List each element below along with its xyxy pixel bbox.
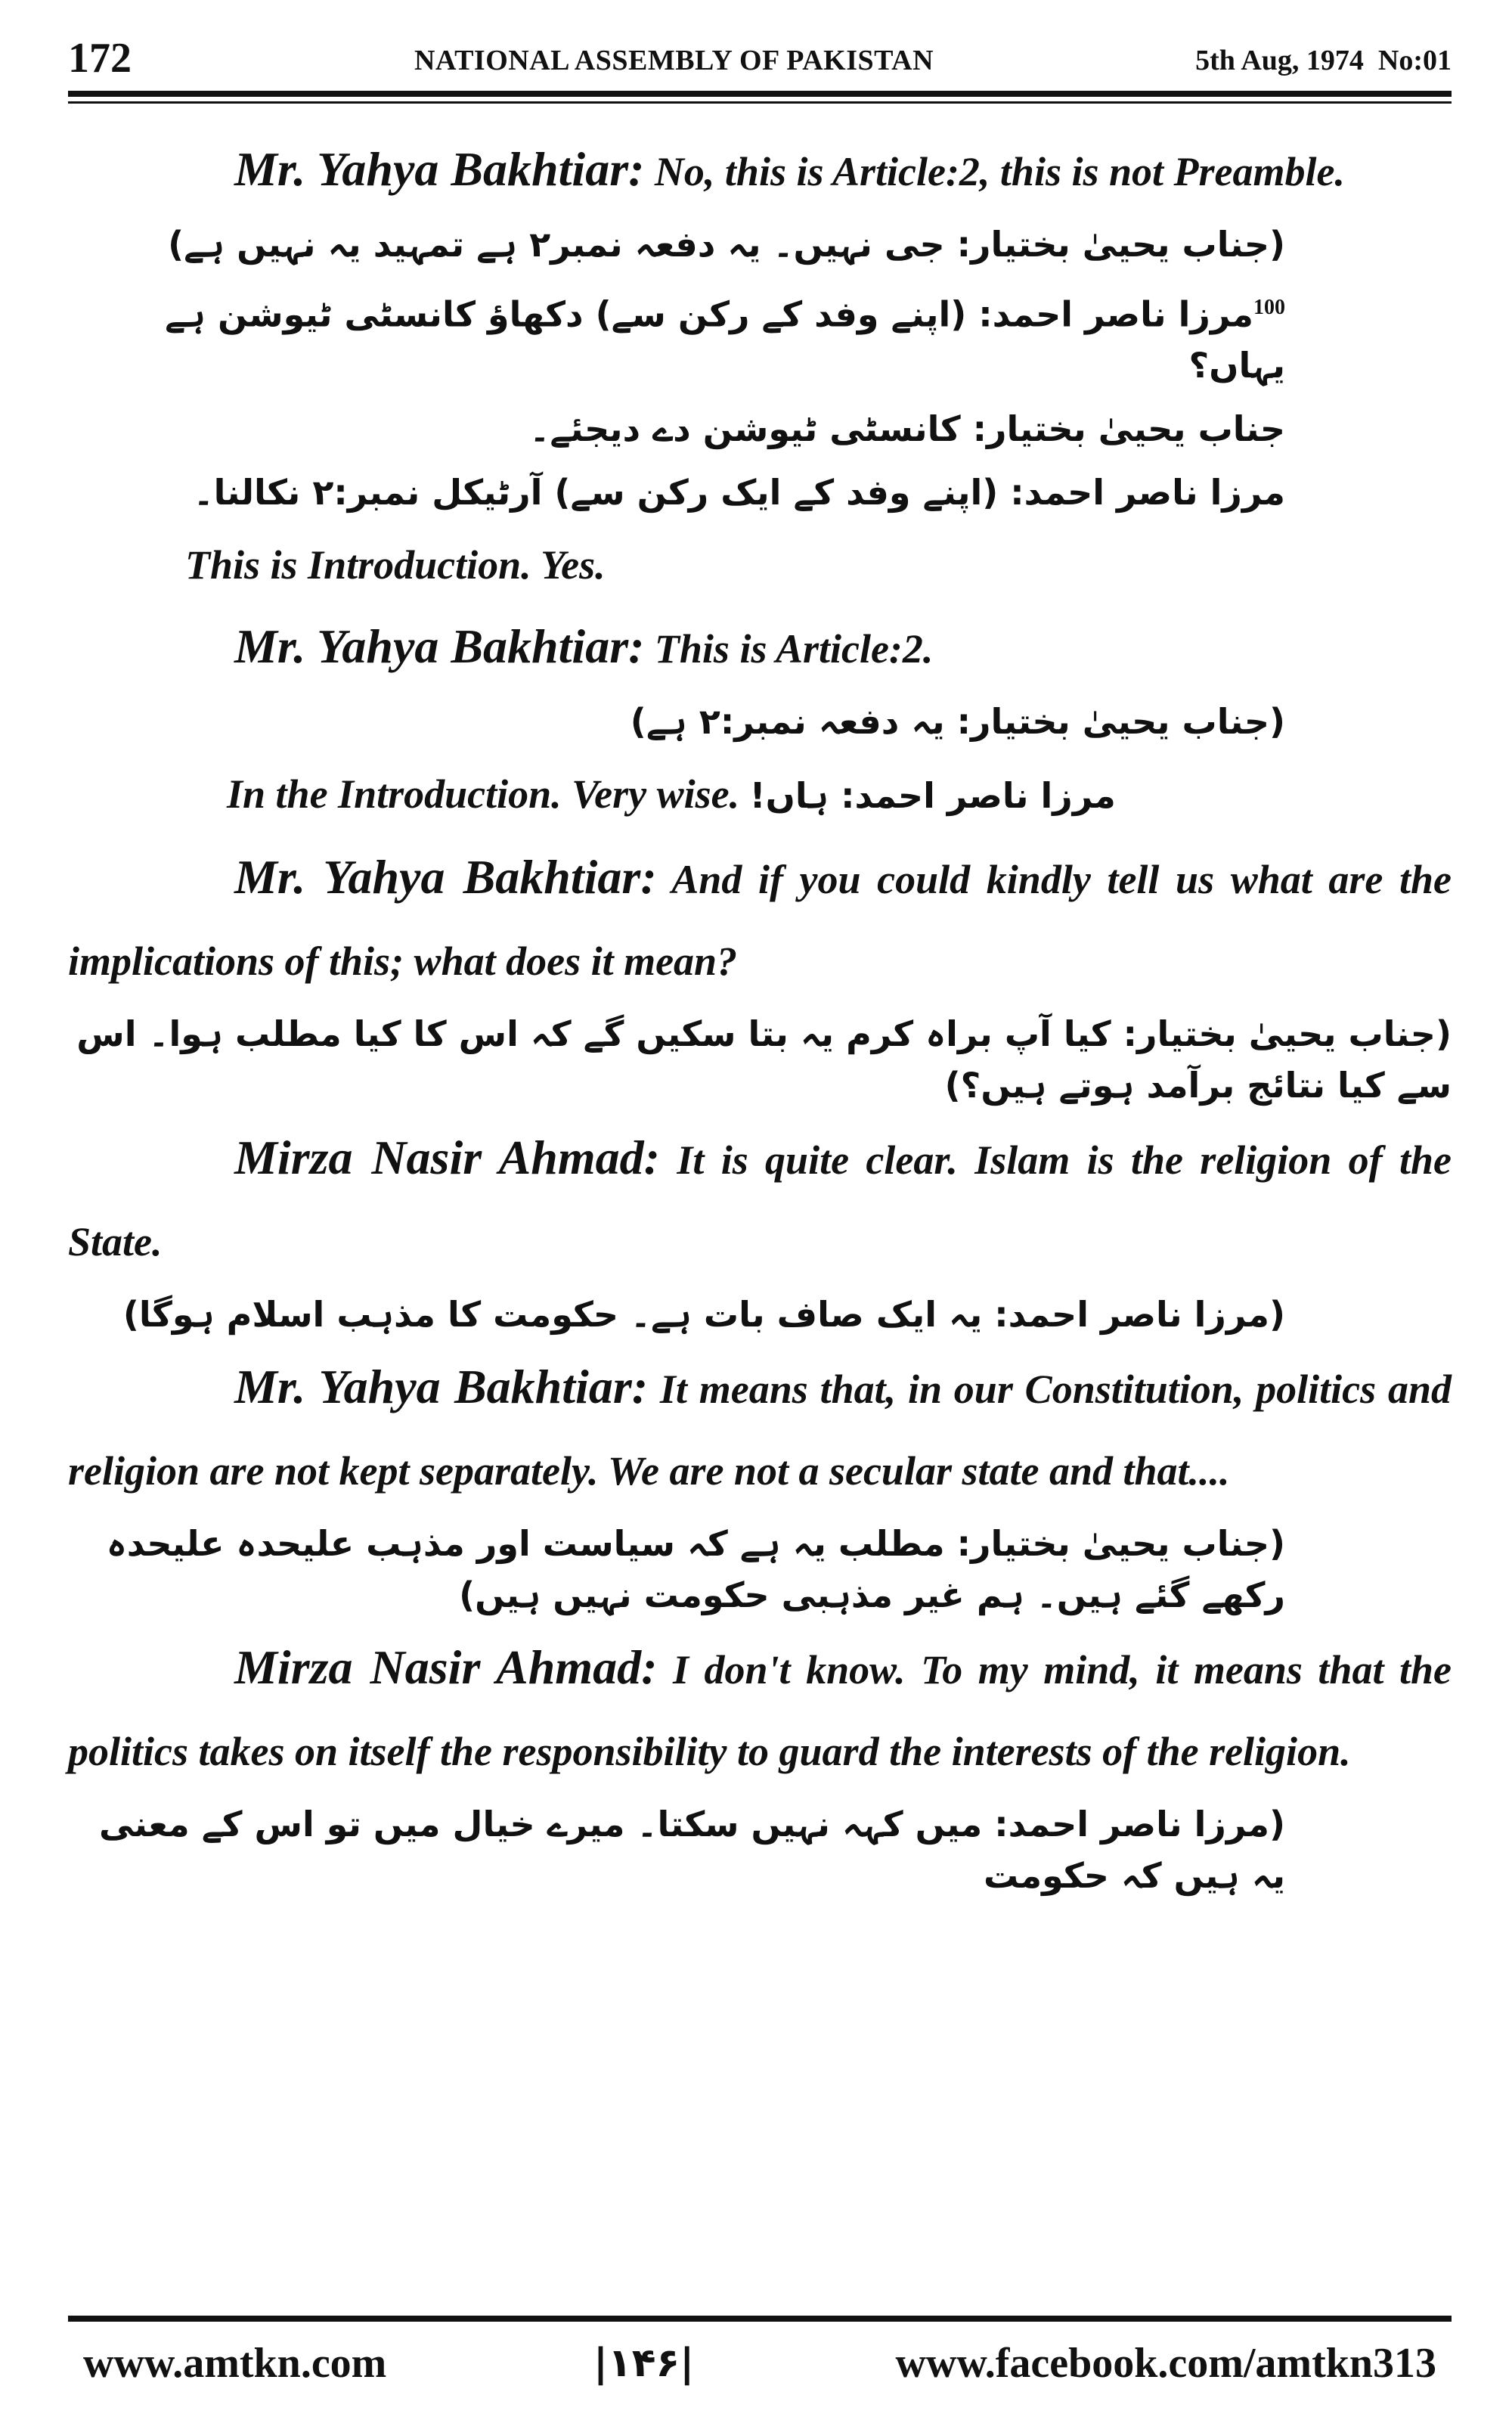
footer-rule — [68, 2316, 1452, 2322]
english-paragraph — [68, 606, 1452, 690]
english-paragraph — [68, 1627, 1452, 1792]
page-header — [68, 32, 1452, 85]
footer-page-number: |۱۴۶| — [593, 2341, 695, 2386]
speaker-name: Mr. Yahya Bakhtiar: — [234, 850, 657, 904]
english-paragraph — [68, 1346, 1452, 1512]
page-number: 172 — [68, 35, 132, 82]
speaker-name: Mirza Nasir Ahmad: — [234, 1640, 658, 1695]
speech-text: In the Introduction. Very wise. — [227, 771, 750, 818]
header-title: NATIONAL ASSEMBLY OF PAKISTAN — [414, 45, 934, 76]
speech-text: No, this is Article:2, this is not Preamble. — [644, 149, 1345, 194]
urdu-paragraph: (جناب یحییٰ بختیار: کیا آپ براہ کرم یہ بتا سکیں گے کہ اس کا کیا مطلب ہوا۔ اس سے کیا نتائج برآمد ہوتے ہیں؟) — [76, 1013, 1452, 1106]
speech-text: I don't know. To my mind, it means that the politics takes on itself the responsibility to guard the interests of the religion. — [68, 1647, 1452, 1775]
urdu-line — [68, 276, 1452, 397]
speech-text: And if you could kindly tell us what are the implications of this; what does it mean? — [68, 857, 1452, 985]
english-paragraph — [68, 129, 1452, 213]
page-footer — [68, 2329, 1452, 2397]
mixed-line — [68, 753, 1452, 836]
urdu-text: مرزا ناصر احمد: ہاں! — [749, 775, 1116, 817]
footer-website-link[interactable]: www.amtkn.com — [83, 2340, 387, 2387]
speaker-name: Mr. Yahya Bakhtiar: — [234, 1360, 649, 1414]
header-rule — [68, 91, 1452, 97]
urdu-paragraph: (جناب یحییٰ بختیار: مطلب یہ ہے کہ سیاست اور مذہب علیحدہ علیحدہ رکھے گئے ہیں۔ ہم غیر مذہبی حکومت نہیں ہیں) — [106, 1523, 1285, 1616]
footer-facebook-link[interactable]: www.facebook.com/amtkn313 — [895, 2340, 1436, 2387]
urdu-line: جناب یحییٰ بختیار: کانسٹی ٹیوشن دے دیجئے۔ — [529, 408, 1285, 450]
english-paragraph: This is Introduction. Yes. — [185, 542, 606, 588]
speech-text: It is quite clear. Islam is the religion of the State. — [68, 1137, 1452, 1265]
english-paragraph — [68, 1117, 1452, 1283]
header-date: 5th Aug, 1974 No:01 — [1195, 45, 1452, 76]
urdu-line: مرزا ناصر احمد: (اپنے وفد کے ایک رکن سے) آرٹیکل نمبر:۲ نکالنا۔ — [193, 472, 1285, 513]
english-paragraph — [68, 836, 1452, 1002]
urdu-text: مرزا ناصر احمد: (اپنے وفد کے رکن سے) دکھاؤ کانسٹی ٹیوشن ہے یہاں؟ — [165, 293, 1285, 386]
speaker-name: Mr. Yahya Bakhtiar: — [234, 619, 645, 674]
speaker-name: Mr. Yahya Bakhtiar: — [234, 142, 645, 196]
urdu-line: (جناب یحییٰ بختیار: جی نہیں۔ یہ دفعہ نمبر۲ ہے تمہید یہ نہیں ہے) — [168, 224, 1285, 265]
speech-text: This is Article:2. — [644, 626, 934, 672]
speaker-name: Mirza Nasir Ahmad: — [234, 1131, 660, 1185]
urdu-line: (مرزا ناصر احمد: میں کہہ نہیں سکتا۔ میرے خیال میں تو اس کے معنی یہ ہیں کہ حکومت — [98, 1804, 1285, 1897]
transcript-body — [68, 129, 1452, 1907]
urdu-line: (مرزا ناصر احمد: یہ ایک صاف بات ہے۔ حکومت کا مذہب اسلام ہوگا) — [122, 1294, 1285, 1336]
urdu-line: (جناب یحییٰ بختیار: یہ دفعہ نمبر:۲ ہے) — [630, 701, 1285, 743]
speech-text: It means that, in our Constitution, politics and religion are not kept separately. We are not a secular state and that.... — [68, 1367, 1452, 1494]
header-rule-thin — [68, 101, 1452, 104]
footnote-marker: 100 — [1253, 296, 1285, 319]
